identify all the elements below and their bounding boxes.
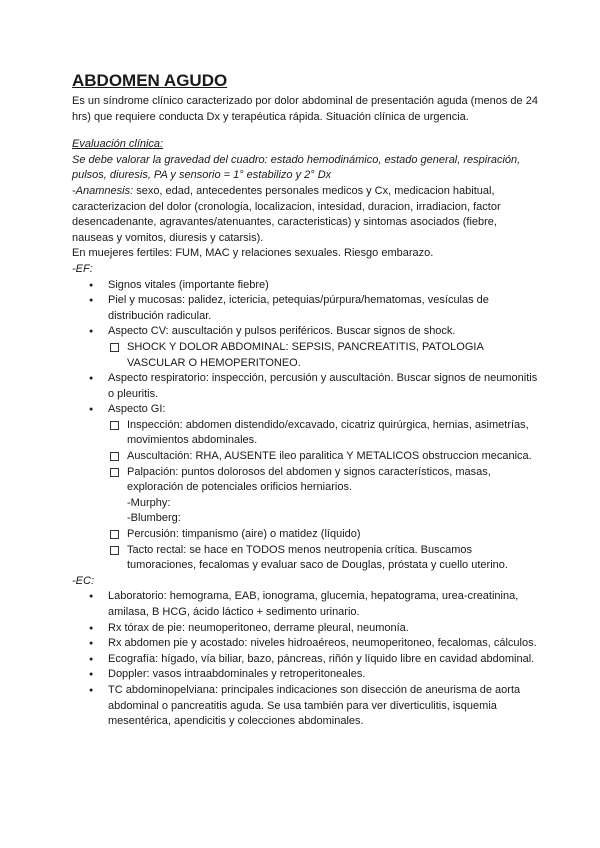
list-item-rx-abdomen: ● Rx abdomen pie y acostado: niveles hidroaéreos, neumoperitoneo, fecalomas, cálculos. xyxy=(108,636,540,652)
anamnesis-paragraph xyxy=(72,184,540,246)
list-item-rx-torax: ● Rx tórax de pie: neumoperitoneo, derrame pleural, neumonía. xyxy=(108,621,540,637)
eval-note: Se debe valorar la gravedad del cuadro: estado hemodinámico, estado general, respiración, pulsos, diuresis, PA y sensorio = 1° estabilizo y 2° Dx xyxy=(72,153,521,182)
checkbox-icon[interactable] xyxy=(110,530,119,539)
list-item-ecografia: ● Ecografía: hígado, vía biliar, bazo, páncreas, riñón y líquido libre en cavidad abdominal. xyxy=(108,652,540,668)
checklist-item-shock[interactable] xyxy=(127,340,540,371)
spacer xyxy=(72,125,540,137)
checklist-text: Percusión: timpanismo (aire) o matidez (líquido) xyxy=(127,528,361,541)
list-item-resp: ● Aspecto respiratorio: inspección, percusión y auscultación. Buscar signos de neumonitis o pleuritis. xyxy=(108,371,540,402)
list-item-gi xyxy=(108,402,540,574)
ec-list xyxy=(72,589,540,729)
list-item-tc: ● TC abdominopelviana: principales indicaciones son disección de aneurisma de aorta abdominal o pancreatitis aguda. Se usa también para ver diverticulitis, isquemia mesentérica, apendicitis y colecciones abdominales. xyxy=(108,683,540,730)
fertile-paragraph: En muejeres fertiles: FUM, MAC y relaciones sexuales. Riesgo embarazo. xyxy=(72,247,434,260)
ef-list xyxy=(72,278,540,574)
checklist-item-auscultacion[interactable] xyxy=(127,449,540,465)
list-item-gi-text: Aspecto GI: xyxy=(108,403,166,416)
intro-paragraph: Es un síndrome clínico caracterizado por dolor abdominal de presentación aguda (menos de 24 hrs) que requiere conducta Dx y terapéutica rápida. Situación clínica de urgencia. xyxy=(72,95,538,123)
ec-label: -EC: xyxy=(72,574,94,587)
list-item-vitals: ● Signos vitales (importante fiebre) xyxy=(108,278,540,294)
anamnesis-label: -Anamnesis: xyxy=(72,184,134,197)
list-item-cv xyxy=(108,324,540,371)
list-item-skin: ● Piel y mucosas: palidez, ictericia, petequias/púrpura/hematomas, vesículas de distribución radicular. xyxy=(108,293,540,324)
checkbox-icon[interactable] xyxy=(110,546,119,555)
checkbox-icon[interactable] xyxy=(110,343,119,352)
list-item-doppler: ● Doppler: vasos intraabdominales y retroperitoneales. xyxy=(108,667,540,683)
list-item-laboratorio: ● Laboratorio: hemograma, EAB, ionograma, glucemia, hepatograma, urea-creatinina, amilasa, B HCG, ácido láctico + sedimento urinario. xyxy=(108,589,540,620)
blumberg-label: -Blumberg: xyxy=(127,512,181,525)
list-item-cv-text: Aspecto CV: auscultación y pulsos periféricos. Buscar signos de shock. xyxy=(108,325,456,338)
checkbox-icon[interactable] xyxy=(110,468,119,477)
page-title: ABDOMEN AGUDO xyxy=(72,71,228,90)
gi-checklist xyxy=(108,418,540,574)
checklist-text: Auscultación: RHA, AUSENTE ileo paralitica Y METALICOS obstruccion mecanica. xyxy=(127,450,532,463)
checklist-text: Inspección: abdomen distendido/excavado, cicatriz quirúrgica, hernias, asimetrías, movimientos abdominales. xyxy=(127,418,529,447)
checklist-text: SHOCK Y DOLOR ABDOMINAL: SEPSIS, PANCREATITIS, PATOLOGIA VASCULAR O HEMOPERITONEO. xyxy=(127,340,484,369)
checklist-text: Palpación: puntos dolorosos del abdomen y signos característicos, masas, exploración de potenciales orificios herniarios. xyxy=(127,465,491,494)
checklist-item-inspeccion[interactable] xyxy=(127,418,540,449)
ef-label: -EF: xyxy=(72,262,93,275)
checklist-text: Tacto rectal: se hace en TODOS menos neutropenia crítica. Buscamos tumoraciones, fecalomas y evaluar saco de Douglas, próstata y cuello uterino. xyxy=(127,543,508,572)
cv-checklist xyxy=(108,340,540,371)
checkbox-icon[interactable] xyxy=(110,452,119,461)
checklist-item-tacto[interactable] xyxy=(127,543,540,574)
murphy-label: -Murphy: xyxy=(127,496,171,509)
checkbox-icon[interactable] xyxy=(110,421,119,430)
eval-heading: Evaluación clínica: xyxy=(72,138,164,151)
anamnesis-text: sexo, edad, antecedentes personales medicos y Cx, medicacion habitual, caracterizacion del dolor (cronologia, localizacion, intesidad, duracion, irradiacion, factor desencadenante, agravantes/atenuantes, caracteristicas) y sintomas asociados (fiebre, nauseas y vomitos, diuresis y catarsis). xyxy=(72,184,501,244)
checklist-item-palpacion[interactable] xyxy=(127,465,540,527)
checklist-item-percusion[interactable] xyxy=(127,527,540,543)
